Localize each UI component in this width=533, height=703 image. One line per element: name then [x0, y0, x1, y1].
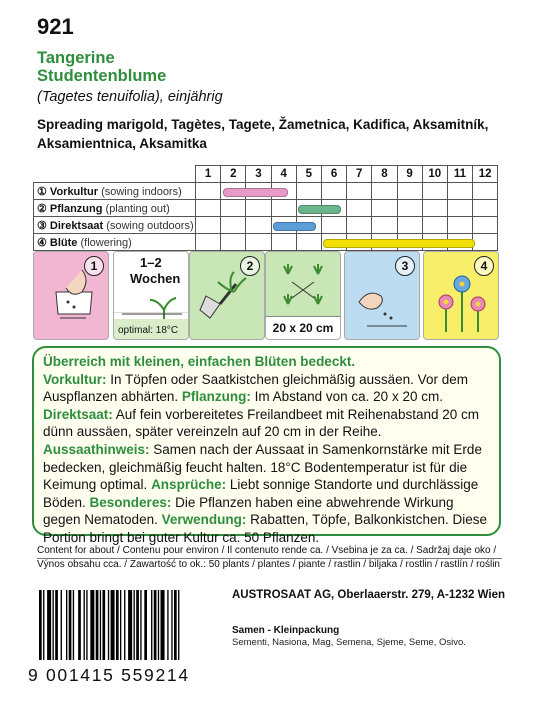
calendar-row-label: ③ Direktsaat (sowing outdoors) [34, 217, 196, 234]
besonderes-label: Besonderes: [89, 494, 172, 510]
calendar-row-label: ① Vorkultur (sowing indoors) [34, 183, 196, 200]
verwendung-text: Rabatten, Töpfe, Balkonkistchen. Diese Portion bringt bei guter Kultur ca. 50 Pflanzen. [43, 512, 487, 545]
aussaat-label: Aussaathinweis: [43, 441, 150, 457]
pictogram-sowing-indoors [33, 251, 109, 340]
content-line-2: Výnos obsahu cca. / Zawartość to ok.: 50 plants / plantes / piante / rastlin / biljaka / rostlin / rastlín / roślin [37, 558, 500, 570]
vorkultur-label: Vorkultur: [43, 371, 107, 387]
step-number-2: 2 [240, 256, 260, 276]
verwendung-label: Verwendung: [161, 512, 247, 528]
month-3: 3 [246, 166, 271, 183]
calendar-bar [298, 205, 341, 214]
pictogram-planting-out [189, 251, 265, 340]
weeks-range: 1–2 [140, 255, 162, 270]
pictogram-direct-sowing [344, 251, 420, 340]
package-type: Samen - Kleinpackung [232, 625, 340, 636]
vorkultur-text: In Töpfen oder Saatkistchen gleichmäßig aussäen. Vor dem Auspflanzen abhärten. [43, 371, 468, 405]
pictogram-spacing [265, 251, 341, 340]
calendar-bar [323, 239, 474, 248]
package-type-translations: Sementi, Nasiona, Mag, Semena, Sjeme, Seme, Osivo. [232, 637, 466, 648]
calendar-row-label: ④ Blüte (flowering) [34, 234, 196, 251]
content-line-1: Content for about / Contenu pour environ / Il contenuto rende ca. / Vsebina je za ca. / Sadržaj daje oko / [37, 545, 502, 559]
title-line-1: Tangerine [37, 49, 115, 67]
month-4: 4 [271, 166, 296, 183]
pictogram-germination [113, 251, 189, 340]
pictogram-flowering [423, 251, 499, 340]
ansprueche-text: Liebt sonnige Standorte und durchlässige Böden. [43, 477, 479, 510]
latin-name: (Tagetes tenuifolia), einjährig [37, 89, 223, 105]
ansprueche-label: Ansprüche: [151, 477, 227, 493]
weeks-label: Wochen [130, 271, 181, 286]
barcode [37, 590, 227, 663]
pflanzung-text: Im Abstand von ca. 20 x 20 cm. [250, 389, 443, 405]
content-info [37, 545, 502, 571]
company-address: AUSTROSAAT AG, Oberlaaerstr. 279, A-1232 Wien [232, 589, 506, 601]
month-10: 10 [422, 166, 447, 183]
spacing-label: 20 x 20 cm [266, 316, 340, 339]
info-headline: Überreich mit kleinen, einfachen Blüten bedeckt. [43, 354, 356, 369]
barcode-number: 9 001415 559214 [28, 665, 190, 685]
title-line-2: Studentenblume [37, 67, 167, 85]
step-number-1: 1 [84, 256, 104, 276]
aussaat-text: Samen nach der Aussaat in Samenkornstärke mit Erde bedecken, gleichmäßig feucht halten. 18°C Bodentemperatur ist für die Keimung optimal. [43, 441, 482, 493]
month-6: 6 [321, 166, 346, 183]
step-number-4: 4 [474, 256, 494, 276]
month-12: 12 [473, 166, 498, 183]
step-number-3: 3 [395, 256, 415, 276]
direktsaat-label: Direktsaat: [43, 406, 113, 422]
month-5: 5 [296, 166, 321, 183]
pflanzung-label: Pflanzung: [181, 389, 251, 405]
cultivation-info-box [32, 346, 501, 545]
common-names: Spreading marigold, Tagètes, Tagete, Žametnica, Kadifica, Aksamitník, Aksamientnica, Aksamitka [37, 117, 489, 151]
calendar-bar [273, 222, 316, 231]
month-7: 7 [347, 166, 372, 183]
optimal-temperature: optimal: 18°C [118, 325, 179, 336]
month-2: 2 [221, 166, 246, 183]
calendar-bar [223, 188, 288, 197]
month-1: 1 [196, 166, 221, 183]
month-9: 9 [397, 166, 422, 183]
calendar-row-label: ② Pflanzung (planting out) [34, 200, 196, 217]
direktsaat-text: Auf fein vorbereitetes Freilandbeet mit Reihenabstand 20 cm dünn aussäen, später vereinzeln auf 20 cm in der Reihe. [43, 406, 479, 440]
month-11: 11 [447, 166, 472, 183]
month-8: 8 [372, 166, 397, 183]
besonderes-text: Die Pflanzen haben eine abwehrende Wirkung gegen Nematoden. [43, 494, 454, 528]
article-number: 921 [37, 14, 74, 39]
